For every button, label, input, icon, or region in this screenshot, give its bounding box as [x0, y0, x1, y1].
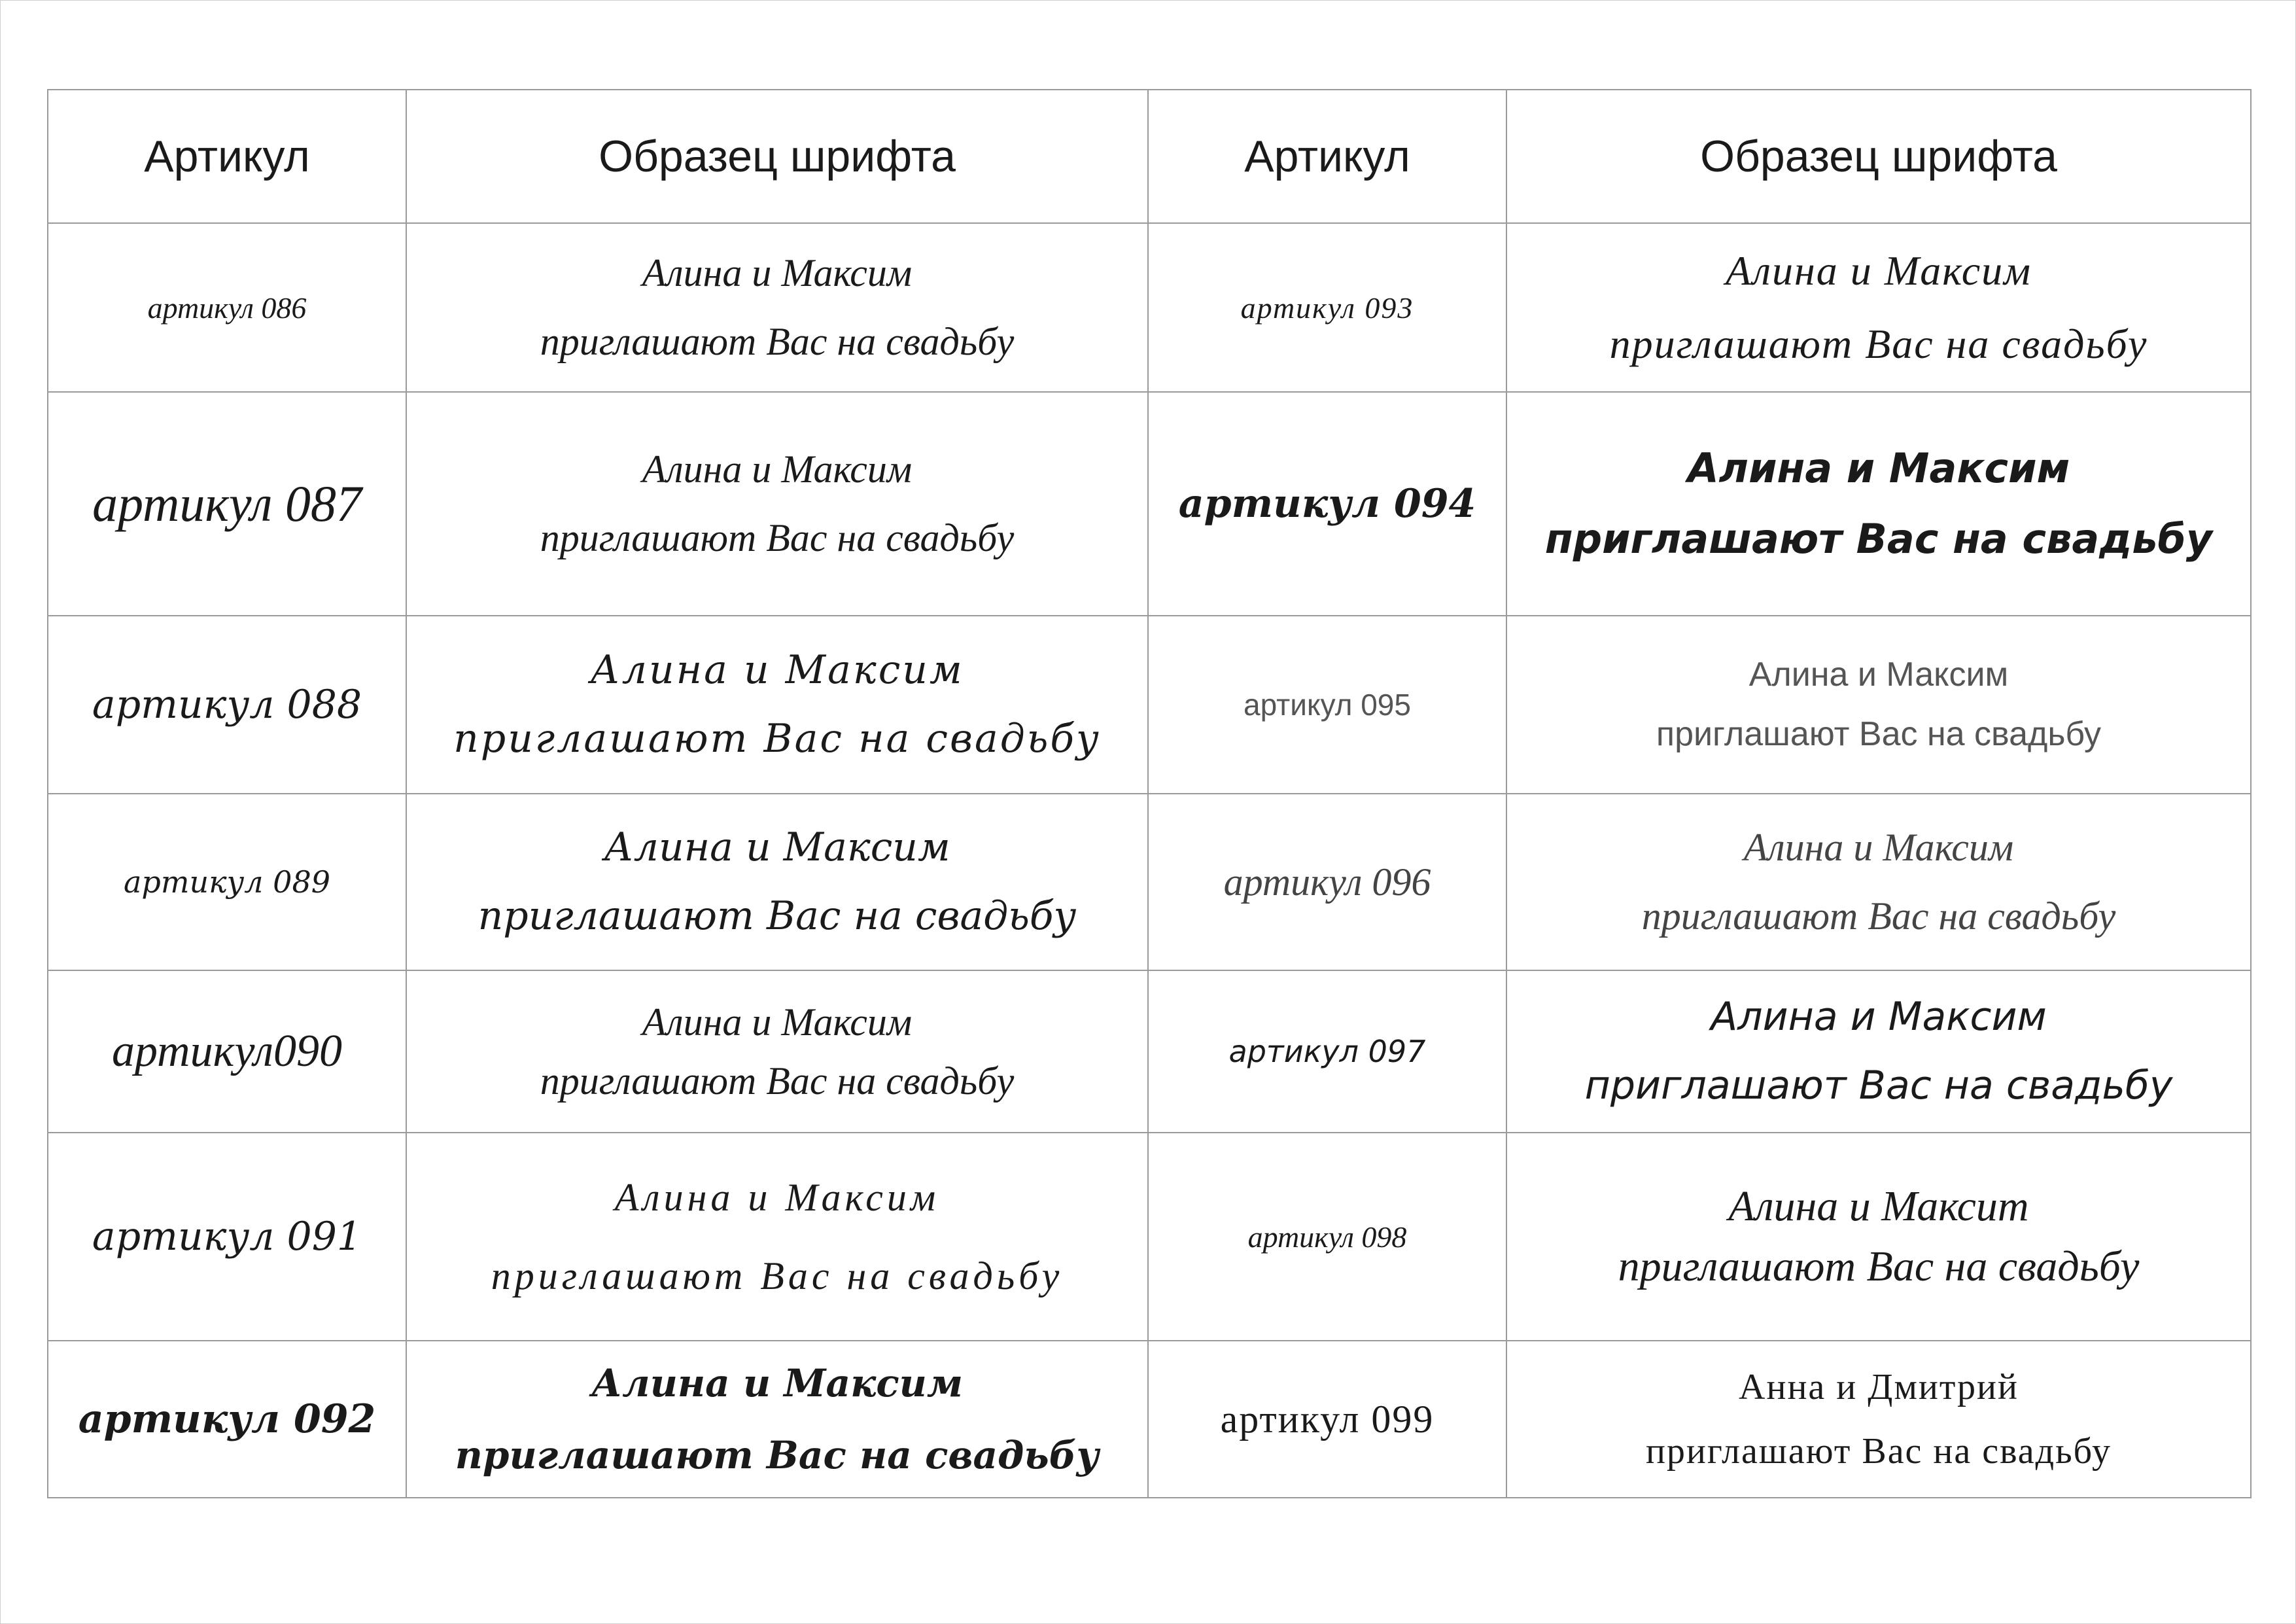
header-article-left: Артикул — [48, 90, 406, 223]
article-label: артикул 091 — [92, 1214, 362, 1260]
article-label: артикул 098 — [1247, 1220, 1407, 1254]
sample-line-2: приглашают Вас на свадьбу — [453, 716, 1101, 762]
sample-line-2: приглашают Вас на свадьбу — [1618, 1243, 2140, 1290]
font-sample — [1514, 433, 2244, 575]
font-sample — [413, 1347, 1141, 1491]
article-cell — [48, 1133, 406, 1341]
table-row — [48, 616, 2251, 794]
sample-cell — [1506, 1133, 2251, 1341]
article-label: артикул 097 — [1228, 1034, 1426, 1069]
sample-line-2: приглашают Вас на свадьбу — [478, 893, 1077, 939]
table-row — [48, 1341, 2251, 1498]
article-label: артикул 086 — [147, 291, 307, 325]
article-cell — [1148, 392, 1506, 616]
sample-line-2: приглашают Вас на свадьбу — [1645, 1431, 2112, 1472]
table-header-row — [48, 90, 2251, 223]
article-cell — [1148, 794, 1506, 970]
header-article-right: Артикул — [1148, 90, 1506, 223]
table-row — [48, 1133, 2251, 1341]
font-sample — [1514, 813, 2244, 951]
font-sample — [1514, 1176, 2244, 1297]
article-cell — [1148, 616, 1506, 794]
table-row — [48, 970, 2251, 1133]
font-samples-table — [47, 89, 2252, 1498]
sample-cell — [406, 970, 1148, 1133]
article-cell — [1148, 223, 1506, 392]
sample-line-2: приглашают Вас на свадьбу — [1584, 1063, 2173, 1108]
font-sample — [413, 435, 1141, 573]
sample-cell — [406, 1133, 1148, 1341]
font-sample — [413, 1158, 1141, 1315]
article-cell — [48, 1341, 406, 1498]
sample-line-2: приглашают Вас на свадьбу — [491, 1254, 1064, 1297]
sample-line-1: Алина и Максим — [642, 448, 913, 491]
article-label: артикул 092 — [78, 1396, 376, 1442]
sample-line-1: Алина и Максим — [614, 1176, 940, 1219]
article-cell — [48, 392, 406, 616]
sample-line-1: Алина и Максит — [1728, 1182, 2029, 1230]
sample-line-2: приглашают Вас на свадьбу — [540, 516, 1015, 559]
font-sample — [413, 993, 1141, 1110]
sample-line-2: приглашают Вас на свадьбу — [455, 1433, 1100, 1477]
table-row — [48, 223, 2251, 392]
font-sample — [1514, 645, 2244, 764]
sample-cell — [1506, 616, 2251, 794]
sample-line-2: приглашают Вас на свадьбу — [1641, 894, 2116, 938]
article-cell — [48, 616, 406, 794]
header-sample-left: Образец шрифта — [406, 90, 1148, 223]
article-label: артикул 096 — [1223, 860, 1431, 904]
sample-cell — [406, 794, 1148, 970]
article-cell — [1148, 1133, 1506, 1341]
sample-line-1: Алина и Максим — [590, 647, 964, 693]
font-sample — [413, 636, 1141, 773]
sample-line-1: Алина и Максим — [642, 251, 913, 294]
font-sample — [413, 813, 1141, 951]
sample-line-1: Алина и Максим — [642, 1000, 913, 1044]
sample-cell — [406, 1341, 1148, 1498]
article-label: артикул 087 — [92, 475, 362, 532]
sample-line-1: Алина и Максим — [1748, 656, 2009, 694]
article-cell — [48, 223, 406, 392]
sample-cell — [1506, 392, 2251, 616]
article-label: артикул 093 — [1240, 291, 1414, 325]
sample-line-1: Алина и Максим — [1743, 826, 2014, 869]
article-label: артикул090 — [111, 1026, 343, 1076]
article-label: артикул 089 — [124, 864, 330, 900]
article-label: артикул 099 — [1220, 1397, 1435, 1441]
table-row — [48, 392, 2251, 616]
sample-line-1: Алина и Максим — [1687, 444, 2070, 492]
article-cell — [48, 970, 406, 1133]
sample-line-2: приглашают Вас на свадьбу — [540, 320, 1015, 363]
sample-line-2: приглашают Вас на свадьбу — [540, 1059, 1015, 1103]
sample-cell — [406, 392, 1148, 616]
font-sample — [413, 239, 1141, 376]
sample-line-2: приглашают Вас на свадьбу — [1544, 515, 2213, 563]
font-sample — [1514, 1355, 2244, 1483]
sample-cell — [1506, 970, 2251, 1133]
header-sample-right: Образец шрифта — [1506, 90, 2251, 223]
sample-line-1: Алина и Максим — [1711, 994, 2047, 1040]
sample-cell — [406, 223, 1148, 392]
article-label: артикул 095 — [1244, 688, 1411, 722]
article-label: артикул 094 — [1178, 481, 1476, 527]
sample-cell — [1506, 1341, 2251, 1498]
font-sample — [1514, 983, 2244, 1120]
article-cell — [1148, 1341, 1506, 1498]
sample-cell — [1506, 223, 2251, 392]
article-label: артикул 088 — [92, 682, 362, 728]
sample-cell — [1506, 794, 2251, 970]
sample-line-1: Алина и Максим — [604, 824, 950, 870]
sample-line-2: приглашают Вас на свадьбу — [1609, 321, 2148, 367]
article-cell — [1148, 970, 1506, 1133]
font-sample — [1514, 234, 2244, 381]
sample-line-2: приглашают Вас на свадьбу — [1656, 715, 2102, 753]
sample-cell — [406, 616, 1148, 794]
sample-line-1: Алина и Максим — [591, 1360, 963, 1405]
table-row — [48, 794, 2251, 970]
sample-line-1: Алина и Максим — [1726, 247, 2032, 294]
sample-line-1: Анна и Дмитрий — [1739, 1367, 2019, 1407]
article-cell — [48, 794, 406, 970]
